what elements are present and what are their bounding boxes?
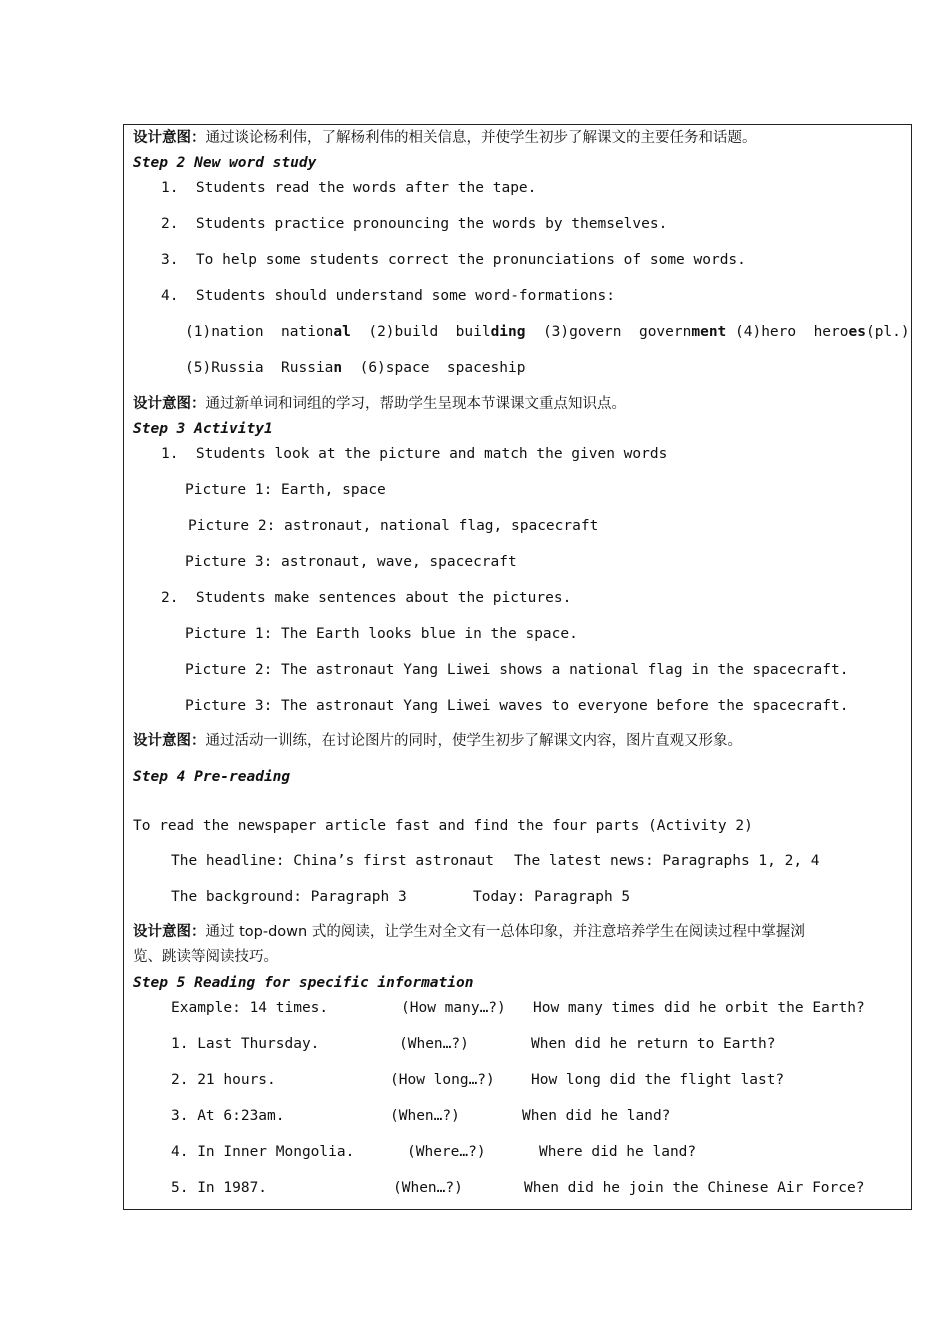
- step-2-item-2: 2. Students practice pronouncing the words by themselves.: [161, 216, 668, 232]
- question-type-4: (Where…?): [407, 1144, 486, 1160]
- design-intent-1: 设计意图：通过谈论杨利伟，了解杨利伟的相关信息，并使学生初步了解课文的主要任务和话题。: [133, 130, 757, 146]
- part-today: Today: Paragraph 5: [473, 889, 631, 905]
- answer-2: 2. 21 hours.: [171, 1072, 276, 1088]
- question-3: When did he land?: [522, 1108, 671, 1124]
- question-2: How long did the flight last?: [531, 1072, 785, 1088]
- question-example: How many times did he orbit the Earth?: [533, 1000, 865, 1016]
- part-latest-news: The latest news: Paragraphs 1, 2, 4: [514, 853, 820, 869]
- part-headline: The headline: China’s first astronaut: [171, 853, 495, 869]
- question-4: Where did he land?: [539, 1144, 697, 1160]
- step-2-item-1: 1. Students read the words after the tape.: [161, 180, 537, 196]
- picture-words-1: Picture 1: Earth, space: [185, 482, 386, 498]
- step-4-instruction: To read the newspaper article fast and find the four parts (Activity 2): [133, 818, 753, 834]
- question-1: When did he return to Earth?: [531, 1036, 776, 1052]
- question-type-example: (How many…?): [401, 1000, 506, 1016]
- step-5-title: Step 5 Reading for specific information: [133, 975, 474, 991]
- picture-sentence-3: Picture 3: The astronaut Yang Liwei waves to everyone before the spacecraft.: [185, 698, 849, 714]
- question-type-2: (How long…?): [390, 1072, 495, 1088]
- step-3-item-1: 1. Students look at the picture and match the given words: [161, 446, 668, 462]
- picture-sentence-2: Picture 2: The astronaut Yang Liwei shows a national flag in the spacecraft.: [185, 662, 849, 678]
- word-formations-line-2: (5)Russia Russian (6)space spaceship: [185, 360, 526, 376]
- design-intent-4-continued: 览、跳读等阅读技巧。: [133, 949, 278, 965]
- step-3-title: Step 3 Activity1: [133, 421, 273, 437]
- step-2-title: Step 2 New word study: [133, 155, 317, 171]
- answer-example: Example: 14 times.: [171, 1000, 329, 1016]
- word-formations-line-1: (1)nation national (2)build building (3)govern government (4)hero heroes(pl.): [185, 324, 910, 340]
- question-type-1: (When…?): [399, 1036, 469, 1052]
- answer-5: 5. In 1987.: [171, 1180, 268, 1196]
- part-background: The background: Paragraph 3: [171, 889, 407, 905]
- design-intent-3: 设计意图：通过活动一训练，在讨论图片的同时，使学生初步了解课文内容，图片直观又形象。: [133, 733, 742, 749]
- picture-sentence-1: Picture 1: The Earth looks blue in the space.: [185, 626, 578, 642]
- step-4-title: Step 4 Pre-reading: [133, 769, 291, 785]
- step-3-item-2: 2. Students make sentences about the pictures.: [161, 590, 572, 606]
- question-type-5: (When…?): [393, 1180, 463, 1196]
- answer-4: 4. In Inner Mongolia.: [171, 1144, 355, 1160]
- design-intent-2: 设计意图：通过新单词和词组的学习，帮助学生呈现本节课课文重点知识点。: [133, 396, 626, 412]
- step-2-item-3: 3. To help some students correct the pronunciations of some words.: [161, 252, 746, 268]
- picture-words-3: Picture 3: astronaut, wave, spacecraft: [185, 554, 517, 570]
- picture-words-2: Picture 2: astronaut, national flag, spacecraft: [188, 518, 599, 534]
- answer-3: 3. At 6:23am.: [171, 1108, 285, 1124]
- answer-1: 1. Last Thursday.: [171, 1036, 320, 1052]
- step-2-item-4: 4. Students should understand some word-formations:: [161, 288, 615, 304]
- question-5: When did he join the Chinese Air Force?: [524, 1180, 865, 1196]
- design-intent-4: 设计意图：通过 top-down 式的阅读，让学生对全文有一总体印象，并注意培养学生在阅读过程中掌握浏: [133, 924, 805, 940]
- question-type-3: (When…?): [390, 1108, 460, 1124]
